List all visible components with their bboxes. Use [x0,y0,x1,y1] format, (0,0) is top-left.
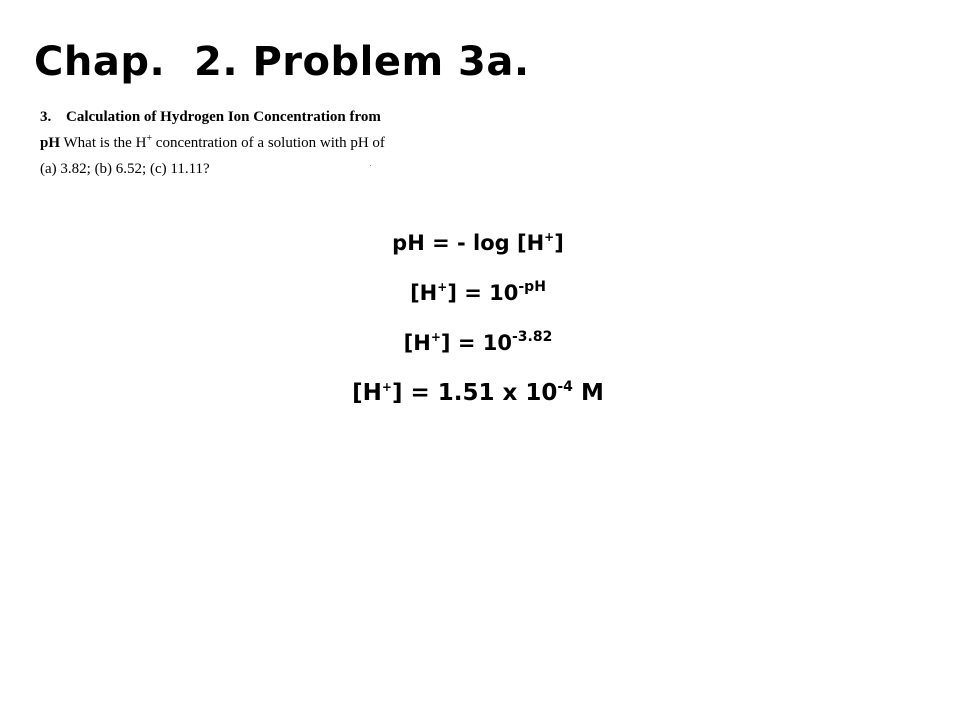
equation-result [0,368,956,418]
problem-heading: Calculation of Hydrogen Ion Concentration from [66,109,381,125]
eq3-exponent: -3.82 [511,329,553,345]
eq3-pre: [H [403,331,431,355]
scan-speck [370,165,371,166]
problem-question-sup: + [146,133,153,144]
eq2-mid: ] = 10 [447,281,519,305]
eq1-post: ] [554,231,564,255]
problem-options-line [40,156,500,182]
eq4-pre: [H [352,380,382,406]
problem-heading-tail: pH [40,135,61,151]
eq3-charge: + [430,330,441,344]
eq2-charge: + [437,280,448,294]
problem-question-line [40,130,500,156]
problem-question-pre: What is the H [63,135,147,151]
problem-statement [40,104,500,182]
equation-h-from-ph [0,268,956,318]
eq4-post: M [572,380,604,406]
eq4-mid: ] = 1.51 x 10 [391,380,558,406]
problem-question-post: concentration of a solution with pH of [152,135,385,151]
eq2-pre: [H [410,281,438,305]
eq4-exponent: -4 [557,379,573,395]
solution-steps [0,218,956,418]
eq3-mid: ] = 10 [440,331,512,355]
eq4-charge: + [381,380,392,394]
equation-ph-definition [0,218,956,268]
eq2-exponent: -pH [518,279,546,295]
problem-number: 3. [40,109,52,125]
slide-title: Chap. 2. Problem 3a. [34,39,530,85]
eq1-charge: + [544,230,555,244]
eq1-pre: pH = - log [H [392,231,545,255]
problem-options: (a) 3.82; (b) 6.52; (c) 11.11? [40,161,210,177]
equation-substitution [0,318,956,368]
problem-heading-line [40,104,500,130]
